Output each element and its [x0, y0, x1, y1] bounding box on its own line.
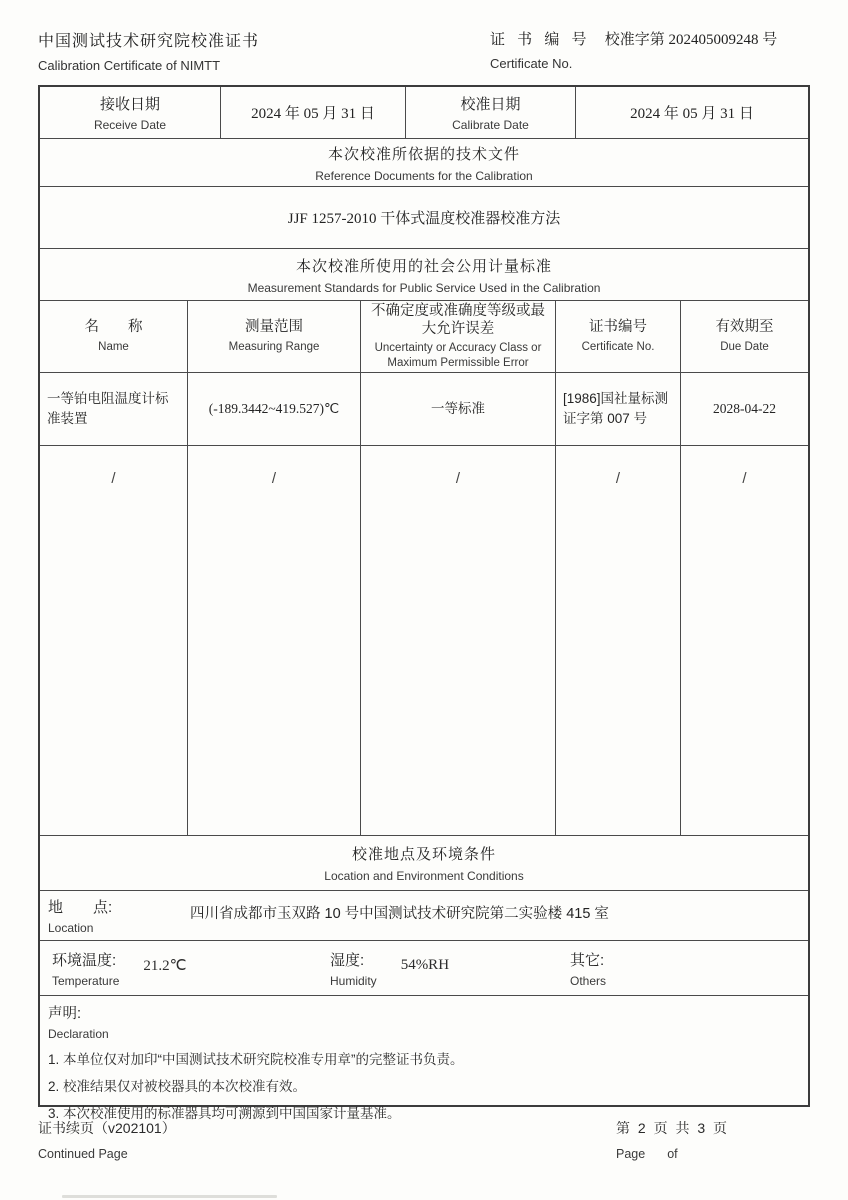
certificate-table	[38, 85, 810, 1121]
empty-range-value: /	[271, 470, 277, 487]
location-label-en: Location	[48, 921, 94, 935]
column-header-duedate-en: Due Date	[720, 340, 769, 353]
column-header-duedate-cn: 有效期至	[715, 319, 774, 336]
receive-date-label-cn: 接收日期	[99, 96, 160, 113]
declaration-heading-cn: 声明:	[48, 1006, 82, 1022]
declaration-cell	[40, 996, 808, 1121]
declaration-item-1: 1. 本单位仅对加印“中国测试技术研究院校准专用章”的完整证书负责。	[48, 1052, 464, 1067]
declaration-item-2: 2. 校准结果仅对被校器具的本次校准有效。	[48, 1079, 307, 1094]
receive-date-label-en: Receive Date	[93, 118, 167, 132]
column-header-certno-cn: 证书编号	[589, 319, 647, 336]
standard-name-value: 一等铂电阻温度计标准装置	[47, 391, 169, 426]
empty-range-cell	[187, 446, 360, 835]
calibrate-date-label-cell	[405, 87, 575, 138]
footer-page-cn: 第 2 页 共 3 页	[616, 1120, 730, 1136]
footer-page-en	[616, 1147, 729, 1161]
document-header	[38, 28, 810, 73]
standard-uncertainty-value: 一等标准	[431, 401, 485, 417]
standard-certno-value: [1986]国社量标测证字第 007 号	[563, 391, 669, 426]
empty-name-cell	[40, 446, 187, 835]
others-label-en: Others	[570, 973, 607, 988]
others-group	[558, 941, 808, 995]
footer-page-en-of: of	[667, 1147, 678, 1161]
standards-heading-en: Measurement Standards for Public Service Used in the Calibration	[247, 280, 601, 295]
column-header-name	[40, 301, 187, 372]
calibrate-date-value-cell	[575, 87, 808, 138]
column-header-name-cn: 名 称	[84, 319, 143, 336]
standards-data-row	[40, 372, 808, 445]
reference-docs-heading-en: Reference Documents for the Calibration	[315, 168, 533, 183]
environment-heading-row	[40, 835, 808, 890]
dates-row	[40, 87, 808, 138]
footer-page-block	[616, 1118, 729, 1161]
location-label-cn: 地 点:	[48, 899, 113, 916]
standard-duedate-cell	[680, 373, 808, 445]
environment-heading-en: Location and Environment Conditions	[324, 869, 524, 883]
scan-artifact	[62, 1195, 277, 1198]
calibrate-date-value: 2024 年 05 月 31 日	[630, 106, 754, 122]
standards-column-header-row	[40, 300, 808, 372]
footer-continued-cn: 证书续页（v202101）	[38, 1120, 176, 1136]
standard-duedate-value: 2028-04-22	[713, 401, 776, 417]
certificate-number-block	[490, 28, 777, 71]
environment-conditions-row	[40, 940, 808, 995]
standard-range-cell	[187, 373, 360, 445]
reference-docs-content: JJF 1257-2010 干体式温度校准器校准方法	[287, 211, 561, 227]
temperature-value: 21.2℃	[143, 957, 187, 974]
empty-duedate-value: /	[742, 470, 747, 487]
footer-continued-en: Continued Page	[38, 1147, 128, 1161]
declaration-row	[40, 995, 808, 1121]
document-title-en: Calibration Certificate of NIMTT	[38, 58, 221, 73]
receive-date-label-cell	[40, 87, 220, 138]
declaration-heading-en: Declaration	[48, 1027, 109, 1041]
empty-duedate-cell	[680, 446, 808, 835]
column-header-duedate	[680, 301, 808, 372]
empty-uncertainty-value: /	[455, 470, 461, 487]
column-header-certno-en: Certificate No.	[581, 340, 655, 353]
certificate-number-label-cn: 证 书 编 号	[490, 31, 591, 48]
environment-heading-cn: 校准地点及环境条件	[351, 846, 496, 863]
location-value: 四川省成都市玉双路 10 号中国测试技术研究院第二实验楼 415 室	[190, 906, 609, 922]
column-header-range-en: Measuring Range	[228, 340, 320, 353]
standard-range-value: (-189.3442~419.527)℃	[208, 401, 340, 417]
empty-name-value: /	[111, 470, 116, 487]
humidity-label-en: Humidity	[330, 973, 377, 988]
column-header-uncertainty-cn: 不确定度或准确度等级或最大允许误差	[371, 302, 545, 338]
column-header-name-en: Name	[98, 340, 129, 353]
certificate-number-label-en: Certificate No.	[490, 56, 573, 71]
empty-certno-cell	[555, 446, 680, 835]
reference-docs-content-row	[40, 186, 808, 248]
temperature-group	[40, 941, 318, 995]
location-row	[40, 890, 808, 940]
column-header-uncertainty	[360, 301, 555, 372]
footer-page-en-label: Page	[616, 1147, 646, 1161]
location-label-cell	[40, 891, 160, 940]
column-header-uncertainty-en: Uncertainty or Accuracy Class or Maximum Permissible Error	[374, 342, 542, 370]
empty-uncertainty-cell	[360, 446, 555, 835]
document-title-cn: 中国测试技术研究院校准证书	[38, 33, 260, 50]
reference-docs-heading-row	[40, 138, 808, 186]
location-value-cell	[160, 891, 808, 940]
column-header-certno	[555, 301, 680, 372]
humidity-group	[318, 941, 558, 995]
standard-uncertainty-cell	[360, 373, 555, 445]
standards-empty-row	[40, 445, 808, 835]
page-footer	[38, 1118, 810, 1161]
calibrate-date-label-en: Calibrate Date	[452, 118, 529, 132]
calibrate-date-label-cn: 校准日期	[460, 96, 521, 113]
standard-certno-cell	[555, 373, 680, 445]
others-label-cn: 其它:	[570, 951, 605, 969]
standards-heading-cn: 本次校准所使用的社会公用计量标准	[295, 257, 552, 275]
reference-docs-heading-cn: 本次校准所依据的技术文件	[327, 145, 520, 163]
declaration-item-3: 3. 本次校准使用的标准器具均可溯源到中国国家计量基准。	[48, 1106, 401, 1121]
humidity-value: 54%RH	[400, 956, 450, 973]
column-header-range	[187, 301, 360, 372]
standards-heading-row	[40, 248, 808, 300]
receive-date-value-cell	[220, 87, 405, 138]
certificate-number-value: 校准字第 202405009248 号	[604, 32, 778, 48]
receive-date-value: 2024 年 05 月 31 日	[251, 106, 375, 122]
temperature-label-cn: 环境温度:	[52, 951, 117, 969]
column-header-range-cn: 测量范围	[245, 319, 303, 336]
humidity-label-cn: 湿度:	[330, 951, 365, 969]
temperature-label-en: Temperature	[52, 973, 120, 988]
empty-certno-value: /	[615, 470, 621, 487]
standard-name-cell	[40, 373, 187, 445]
